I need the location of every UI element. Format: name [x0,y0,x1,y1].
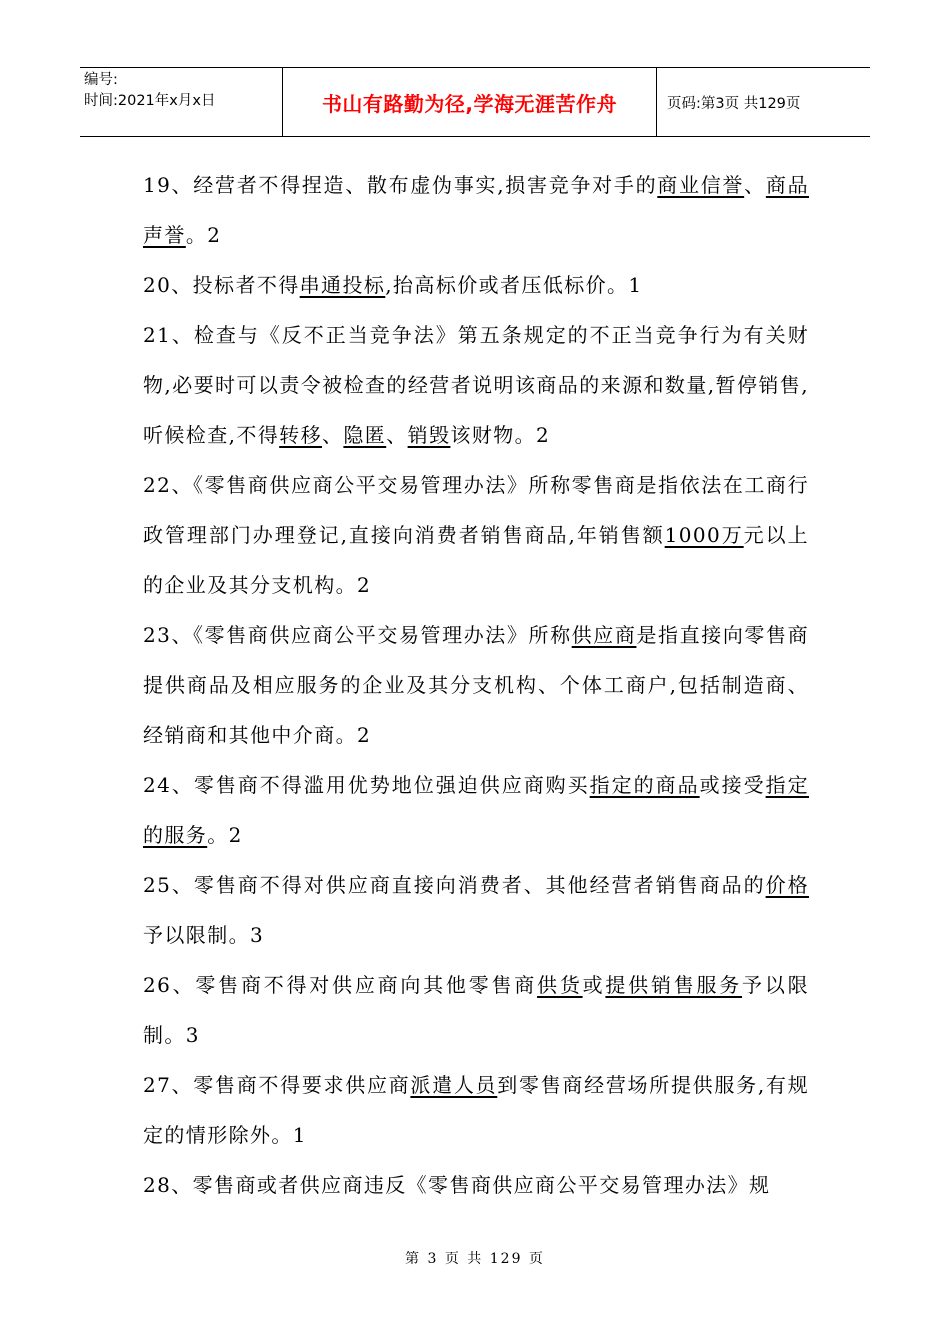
paragraph-text: 是指直接向零售商提供商品及相应服务的企业及其分支机构、个体工商户,包括制造商、经销商和其他中介商。2 [143,623,809,747]
answer-blank: 商品声誉 [143,173,809,247]
question-paragraph [143,760,809,860]
question-paragraph [143,610,809,760]
header-meta [80,68,283,136]
answer-blank: 指定的商品 [589,773,700,797]
header-motto-cell [283,68,657,136]
paragraph-text: 27、零售商不得要求供应商 [143,1073,411,1097]
question-paragraph [143,260,809,310]
document-body [143,160,809,1210]
question-paragraph [143,310,809,460]
paragraph-text: 予以限制。3 [143,923,265,947]
answer-blank: 销毁 [407,423,451,447]
paragraph-text: 或接受 [699,773,766,797]
question-paragraph [143,160,809,260]
paragraph-text: 25、零售商不得对供应商直接向消费者、其他经营者销售商品的 [143,873,766,897]
question-paragraph [143,1060,809,1160]
answer-blank: 1000万 [664,523,744,547]
paragraph-text: 23、《零售商供应商公平交易管理办法》所称 [143,623,572,647]
header-page-cell [657,68,870,136]
paragraph-text: 26、零售商不得对供应商向其他零售商 [143,973,538,997]
paragraph-text: 。2 [185,223,222,247]
answer-blank: 供货 [537,973,583,997]
answer-blank: 隐匿 [343,423,387,447]
paragraph-text: 该财物。2 [450,423,551,447]
paragraph-text: 、 [386,423,408,447]
time-label: 时间:2021年x月x日 [84,93,216,109]
question-paragraph [143,860,809,960]
page-header [80,67,870,137]
paragraph-text: 24、零售商不得滥用优势地位强迫供应商购买 [143,773,590,797]
answer-blank: 串通投标 [299,273,386,297]
question-paragraph [143,1160,809,1210]
paragraph-text: 28、零售商或者供应商违反《零售商供应商公平交易管理办法》规 [143,1173,771,1197]
motto-text: 书山有路勤为径,学海无涯苦作舟 [321,91,618,116]
paragraph-text: ,抬高标价或者压低标价。1 [385,273,643,297]
answer-blank: 商业信誉 [657,173,745,197]
question-paragraph [143,960,809,1060]
paragraph-text: 予以限制。3 [143,973,809,1047]
number-label: 编号: [84,72,118,88]
page-footer: 第 3 页 共 129 页 [405,1251,545,1267]
paragraph-text: 、 [321,423,344,447]
paragraph-text: 20、投标者不得 [143,273,300,297]
answer-blank: 提供销售服务 [605,973,743,997]
page-info: 页码:第3页 共129页 [667,95,801,112]
paragraph-text: 、 [744,173,766,197]
paragraph-text: 元以上的企业及其分支机构。2 [143,523,809,597]
paragraph-text: 或 [582,973,606,997]
answer-blank: 供应商 [571,623,637,647]
paragraph-text: 21、检查与《反不正当竞争法》第五条规定的不正当竞争行为有关财物,必要时可以责令被检查的经营者说明该商品的来源和数量,暂停销售,听候检查,不得 [143,323,809,447]
paragraph-text: 。2 [207,823,243,847]
question-paragraph [143,460,809,610]
paragraph-text: 19、经营者不得捏造、散布虚伪事实,损害竞争对手的 [143,173,658,197]
answer-blank: 派遣人员 [410,1073,498,1097]
answer-blank: 指定的服务 [143,773,809,847]
paragraph-text: 22、《零售商供应商公平交易管理办法》所称零售商是指依法在工商行政管理部门办理登记,直接向消费者销售商品,年销售额 [143,473,809,547]
answer-blank: 转移 [279,423,322,447]
paragraph-text: 到零售商经营场所提供服务,有规定的情形除外。1 [143,1073,809,1147]
answer-blank: 价格 [765,873,809,897]
